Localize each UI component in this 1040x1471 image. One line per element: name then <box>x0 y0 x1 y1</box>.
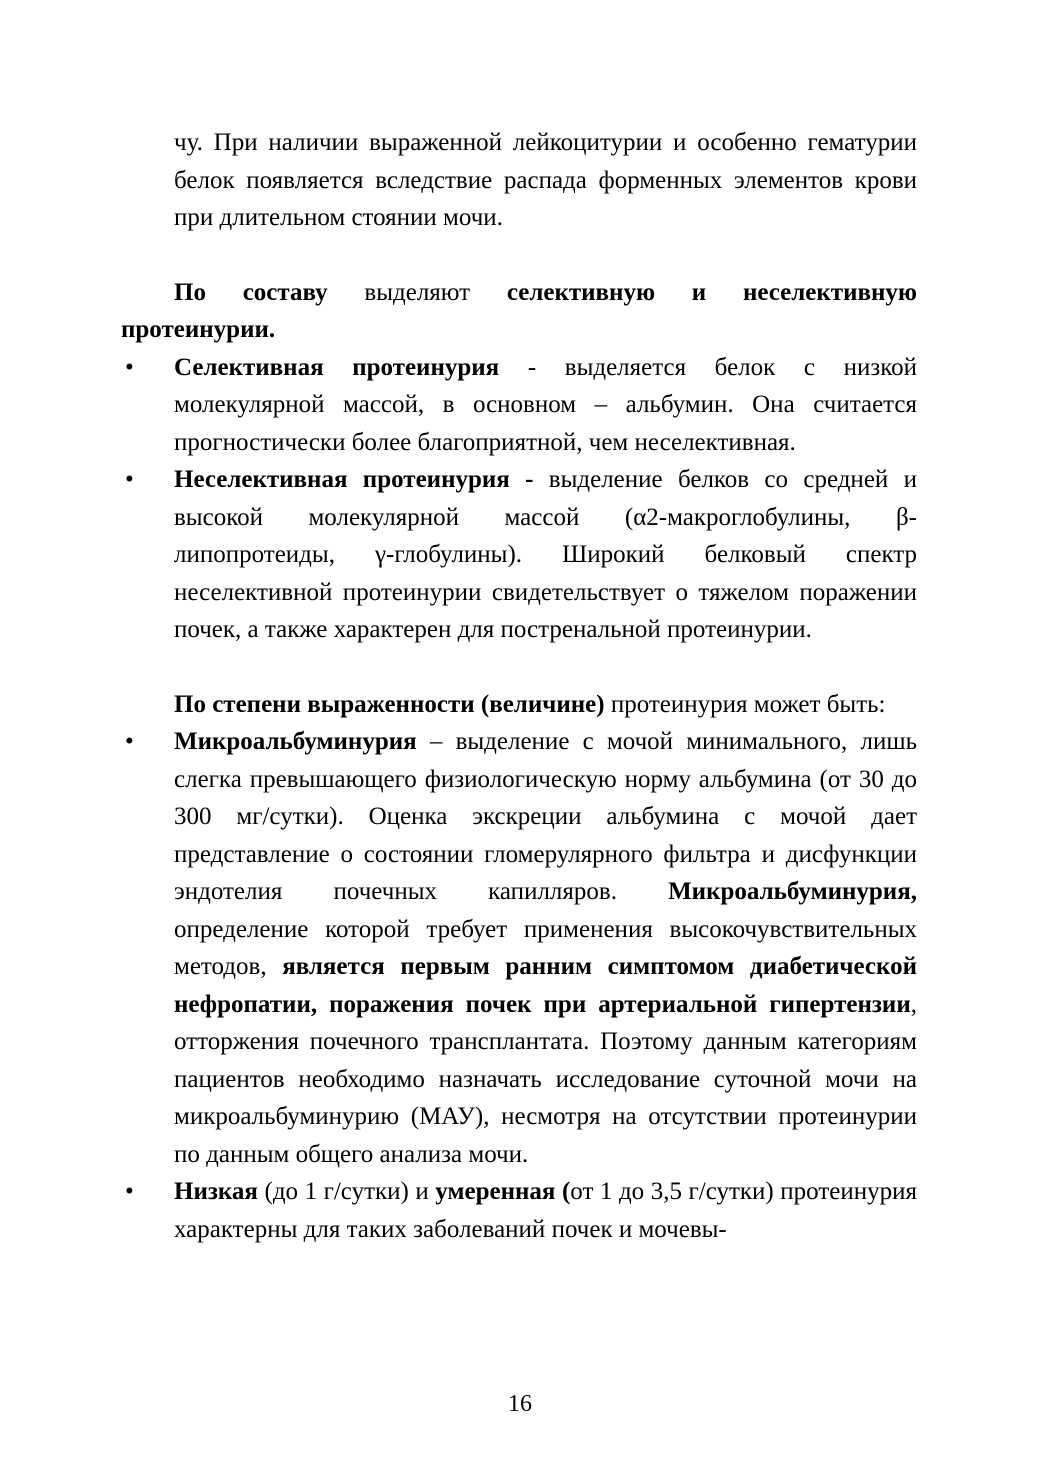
page-content <box>121 124 917 1248</box>
paragraph-intro <box>121 124 917 237</box>
paragraph-gap <box>121 649 917 686</box>
definition-nonselective: выделение белков со средней и высокой молекулярной массой (α2-макроглобулины, β-липопротеиды, γ-глобулины). Широкий белковый спектр неселективной протеинурии свидетельствует о тяжелом поражении почек, а также характерен для постренальной протеинурии. <box>174 466 917 643</box>
composition-types-bold: селективную и неселективную протеинурии. <box>121 278 917 343</box>
bullet-icon: • <box>125 466 134 493</box>
list-item-nonselective <box>121 461 917 649</box>
severity-list <box>121 723 917 1248</box>
low-text-2: от 1 до 3,5 г/сутки) протеинурия характерны для таких заболеваний почек и мочевы- <box>174 1178 917 1243</box>
micro-text-1: – выделение с мочой минимального, лишь слегка превышающего физиологическую норму альбумина (от 30 до 300 мг/сутки). Оценка экскреции альбумина с мочой дает представление о состоянии гломерулярного фильтра и дисфункции эндотелия почечных капилляров. <box>174 728 917 905</box>
term-moderate: умеренная ( <box>435 1178 571 1205</box>
list-item-selective <box>121 349 917 462</box>
composition-text: выделяют <box>327 278 507 306</box>
severity-text: протеинурия может быть: <box>604 690 886 718</box>
paragraph-intro-text: чу. При наличии выраженной лейкоцитурии и особенно гематурии белок появляется вследствие распада форменных элементов крови при длительном стоянии мочи. <box>174 129 917 231</box>
composition-list <box>121 349 917 649</box>
low-text-1: (до 1 г/сутки) и <box>257 1178 436 1205</box>
bullet-icon: • <box>125 353 134 381</box>
paragraph-severity <box>121 686 917 724</box>
term-selective: Селективная протеинурия <box>174 353 500 381</box>
term-nonselective: Неселективная протеинурия - <box>174 466 534 493</box>
term-low: Низкая <box>174 1178 258 1205</box>
list-item-low-moderate <box>121 1173 917 1248</box>
list-item-microalbuminuria <box>121 723 917 1173</box>
composition-heading-bold: По составу <box>174 278 328 306</box>
micro-bold-3: является первым ранним симптомом диабетической нефропатии, поражения почек при артериальной гипертензии <box>174 953 918 1018</box>
bullet-icon: • <box>125 1178 134 1205</box>
bullet-icon: • <box>125 728 134 755</box>
micro-bold-2: Микроальбуминурия, <box>668 878 917 905</box>
paragraph-composition <box>121 274 917 349</box>
severity-heading-bold: По степени выраженности (величине) <box>174 690 605 718</box>
term-microalbuminuria: Микроальбуминурия <box>174 728 417 755</box>
paragraph-gap <box>121 237 917 274</box>
definition-selective: - выделяется белок с низкой молекулярной массой, в основном – альбумин. Она считается прогностически более благоприятной, чем неселективная. <box>174 353 917 456</box>
micro-text-3: , отторжения почечного трансплантата. Поэтому данным категориям пациентов необходимо назначать исследование суточной мочи на микроальбуминурию (МАУ), несмотря на отсутствии протеинурии по данным общего анализа мочи. <box>174 990 917 1168</box>
micro-text-2: определение которой требует применения высокочувствительных методов, <box>174 915 917 980</box>
page-number: 16 <box>508 1391 532 1417</box>
